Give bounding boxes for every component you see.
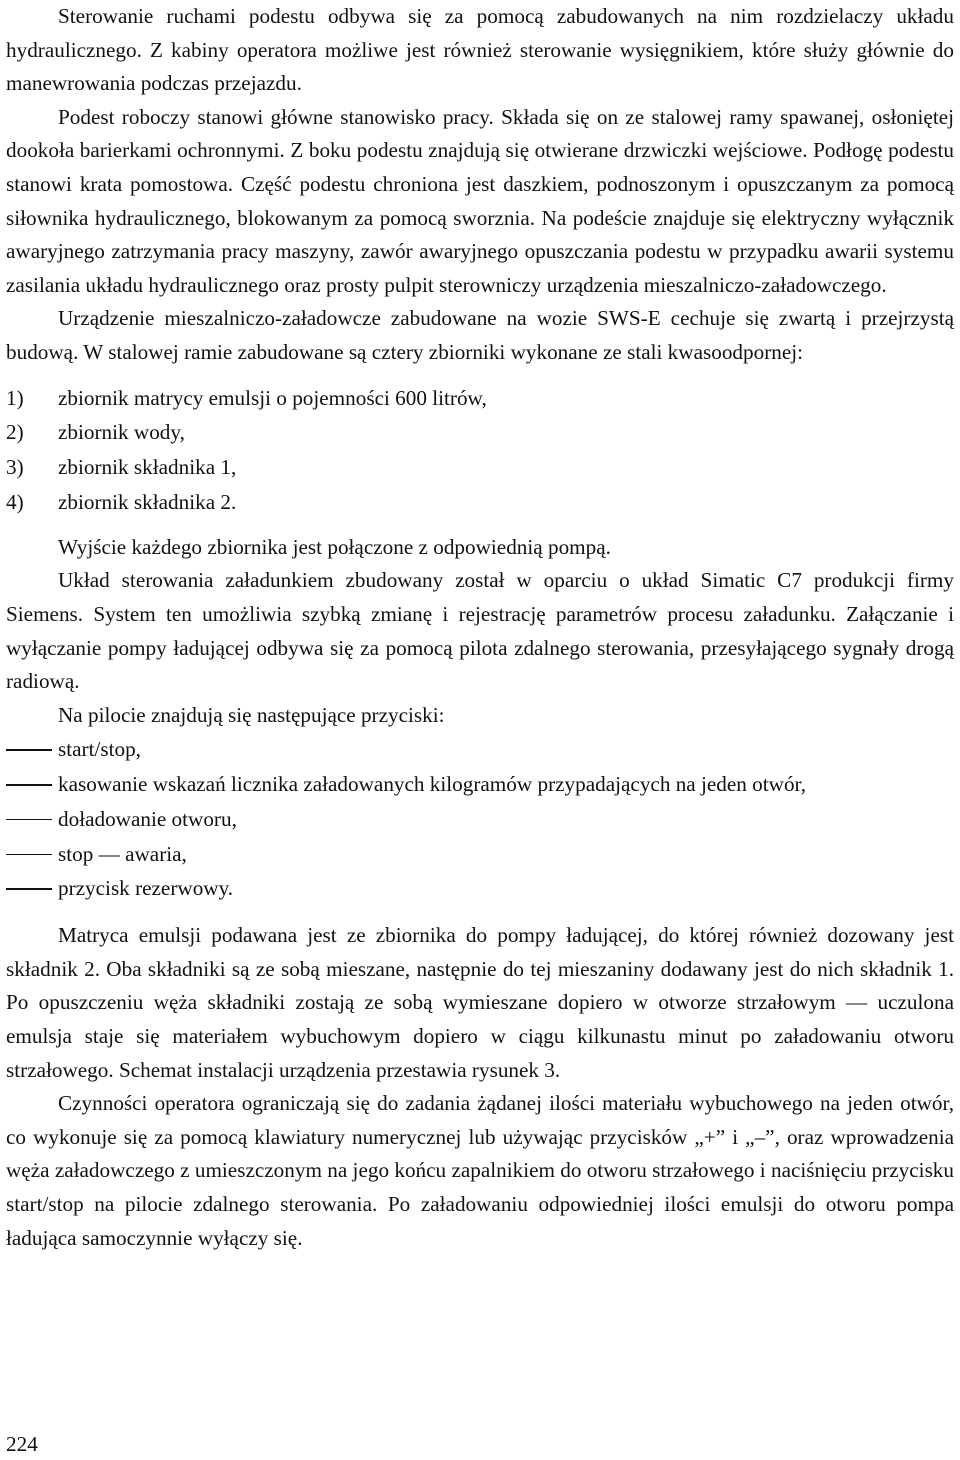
list-item [6, 415, 954, 450]
list-item-text: zbiornik składnika 1, [58, 455, 237, 480]
remote-buttons-list [6, 732, 954, 906]
list-marker: 3) [6, 455, 24, 480]
list-item [6, 381, 954, 416]
list-item [6, 837, 954, 872]
paragraph-emulsion-process: Matryca emulsji podawana jest ze zbiornika do pompy ładującej, do której również dozowany jest składnik 2. Oba składniki są ze sobą mieszane, następnie do tej mieszaniny dodawany jest do nich składnik 1. Po opuszczeniu węża składniki zostają ze sobą wymieszane dopiero w otworze strzałowym — uczulona emulsja staje się materiałem wybuchowym dopiero w ciągu kilkunastu minut po załadowaniu otworu strzałowego. Schemat instalacji urządzenia przestawia rysunek 3. [6, 923, 954, 1082]
list-item-text: start/stop, [58, 737, 141, 762]
document-page [6, 0, 954, 1255]
paragraph-work-platform: Podest roboczy stanowi główne stanowisko pracy. Składa się on ze stalowej ramy spawanej, osłoniętej dookoła barierkami ochronnymi. Z boku podestu znajdują się otwierane drzwiczki wejściowe. Podłogę podestu stanowi krata pomostowa. Część podestu chroniona jest daszkiem, podnoszonym i opuszczanym za pomocą siłownika hydraulicznego, blokowanym za pomocą sworznia. Na podeście znajduje się elektryczny wyłącznik awaryjnego zatrzymania pracy maszyny, zawór awaryjnego opuszczania podestu w przypadku awarii systemu zasilania układu hydraulicznego oraz prosty pulpit sterowniczy urządzenia mieszalniczo-załadowczego. [6, 104, 954, 297]
paragraph-steering: Sterowanie ruchami podestu odbywa się za pomocą zabudowanych na nim rozdzielaczy układu hydraulicznego. Z kabiny operatora możliwe jest również sterowanie wysięgnikiem, które służy głównie do manewrowania podczas przejazdu. [6, 4, 954, 96]
dash-marker [6, 888, 52, 890]
dash-marker [6, 854, 52, 856]
list-item-text: przycisk rezerwowy. [58, 876, 234, 901]
list-item-text: doładowanie otworu, [58, 806, 237, 831]
dash-marker [6, 749, 52, 751]
list-item-text: stop — awaria, [58, 841, 187, 866]
list-item-text: zbiornik wody, [58, 420, 185, 445]
paragraph-mixing-device: Urządzenie mieszalniczo-załadowcze zabudowane na wozie SWS-E cechuje się zwartą i przejrzystą budową. W stalowej ramie zabudowane są cztery zbiorniki wykonane ze stali kwasoodpornej: [6, 306, 954, 364]
list-item [6, 732, 954, 767]
list-marker: 4) [6, 489, 24, 514]
dash-marker [6, 819, 52, 821]
list-item [6, 802, 954, 837]
list-item-text: zbiornik matrycy emulsji o pojemności 600 litrów, [58, 385, 487, 410]
paragraph-control-system: Układ sterowania załadunkiem zbudowany został w oparciu o układ Simatic C7 produkcji firmy Siemens. System ten umożliwia szybką zmianę i rejestrację parametrów procesu załadunku. Załączanie i wyłączanie pompy ładującej odbywa się za pomocą pilota zdalnego sterowania, przesyłającego sygnały drogą radiową. [6, 568, 954, 694]
list-item [6, 450, 954, 485]
list-item [6, 871, 954, 906]
dash-marker [6, 784, 52, 786]
list-item-text: zbiornik składnika 2. [58, 489, 237, 514]
paragraph-tank-output: Wyjście każdego zbiornika jest połączone z odpowiednią pompą. [58, 534, 611, 559]
list-item [6, 485, 954, 520]
list-item-text: kasowanie wskazań licznika załadowanych kilogramów przypadających na jeden otwór, [58, 772, 807, 797]
paragraph-operator-tasks: Czynności operatora ograniczają się do zadania żądanej ilości materiału wybuchowego na jeden otwór, co wykonuje się za pomocą klawiatury numerycznej lub używając przycisków „+” i „–”, oraz wprowadzenia węża załadowczego z umieszczonym na jego końcu zapalnikiem do otworu strzałowego i naciśnięciu przycisku start/stop na pilocie zdalnego sterowania. Po załadowaniu odpowiedniej ilości emulsji do otworu pompa ładująca samoczynnie wyłączy się. [6, 1091, 954, 1250]
page-number: 224 [6, 1432, 38, 1456]
list-marker: 2) [6, 420, 24, 445]
list-item [6, 767, 954, 802]
list-marker: 1) [6, 385, 24, 410]
paragraph-remote-buttons-intro: Na pilocie znajdują się następujące przyciski: [58, 702, 445, 727]
tanks-list [6, 381, 954, 520]
